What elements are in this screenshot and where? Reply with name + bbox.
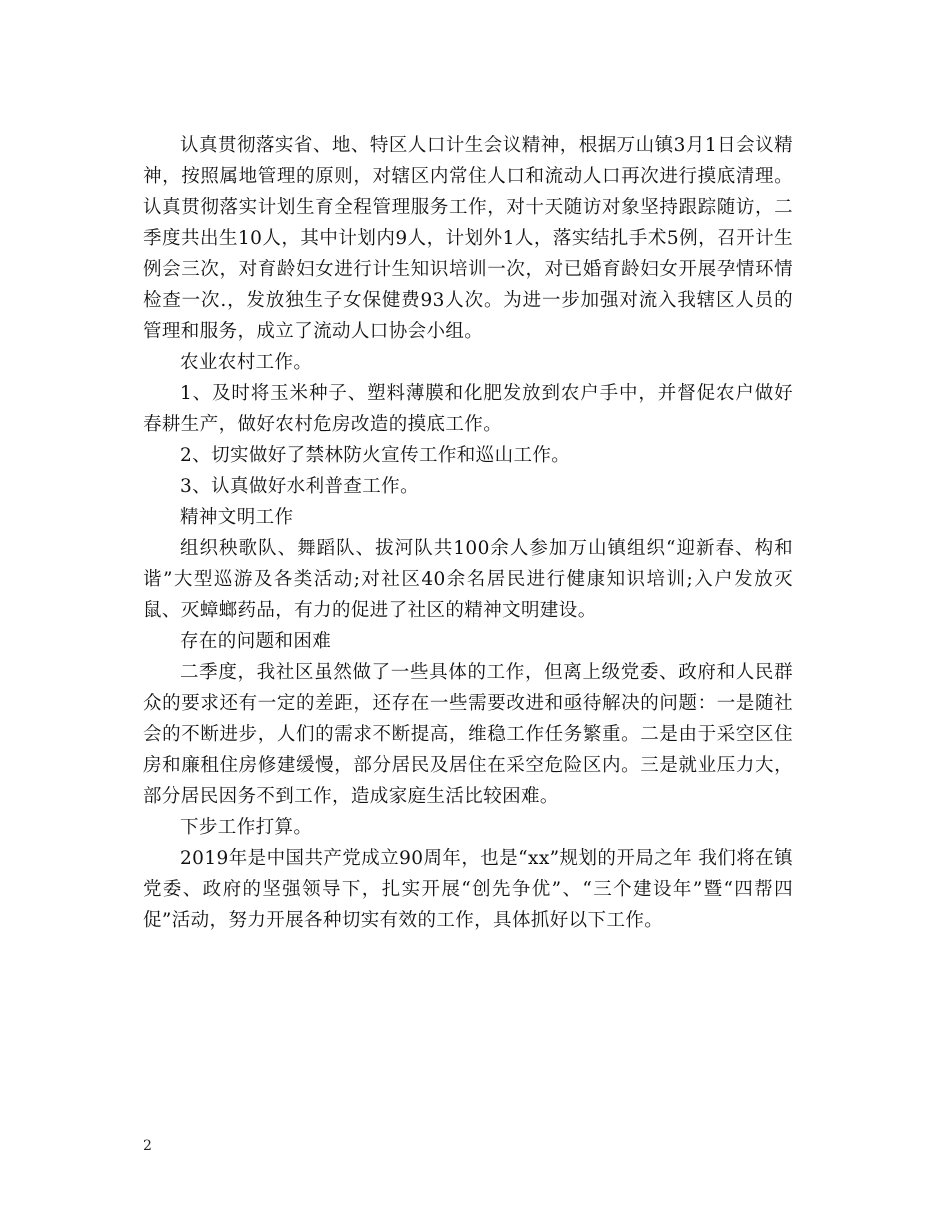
- section-heading-next-steps: 下步工作打算。: [180, 817, 313, 838]
- paragraph-civilization: 组织秧歌队、舞蹈队、拔河队共100余人参加万山镇组织“迎新春、构和谐”大型巡游及各类活动;对社区40余名居民进行健康知识培训;入户发放灭鼠、灭蟑螂药品，有力的促进了社区的精神文明建设。: [143, 538, 793, 621]
- section-heading-problems: 存在的问题和困难: [180, 631, 332, 652]
- section-heading-civilization: 精神文明工作: [180, 507, 294, 528]
- list-item-agriculture-1: 1、及时将玉米种子、塑料薄膜和化肥发放到农户手中，并督促农户做好春耕生产，做好农村危房改造的摸底工作。: [143, 383, 793, 435]
- page-number: 2: [143, 1138, 152, 1154]
- paragraph-problems: 二季度，我社区虽然做了一些具体的工作，但离上级党委、政府和人民群众的要求还有一定的差距，还存在一些需要改进和亟待解决的问题：一是随社会的不断进步，人们的需求不断提高，维稳工作任务繁重。二是由于采空区住房和廉租住房修建缓慢，部分居民及居住在采空危险区内。三是就业压力大，部分居民因务不到工作，造成家庭生活比较困难。: [143, 662, 793, 807]
- paragraph-population-planning: 认真贯彻落实省、地、特区人口计生会议精神，根据万山镇3月1日会议精神，按照属地管理的原则，对辖区内常住人口和流动人口再次进行摸底清理。认真贯彻落实计划生育全程管理服务工作，对十天随访对象坚持跟踪随访，二季度共出生10人，其中计划内9人，计划外1人，落实结扎手术5例，召开计生例会三次，对育龄妇女进行计生知识培训一次，对已婚育龄妇女开展孕情环情检查一次.，发放独生子女保健费93人次。为进一步加强对流入我辖区人员的管理和服务，成立了流动人口协会小组。: [143, 135, 793, 342]
- paragraph-next-steps: 2019年是中国共产党成立90周年，也是“xx”规划的开局之年 我们将在镇党委、政府的坚强领导下，扎实开展“创先争优”、“三个建设年”暨“四帮四促”活动，努力开展各种切实有效的工作，具体抓好以下工作。: [143, 848, 793, 931]
- list-item-agriculture-3: 3、认真做好水利普查工作。: [180, 476, 419, 497]
- document-body: [143, 130, 793, 936]
- list-item-agriculture-2: 2、切实做好了禁林防火宣传工作和巡山工作。: [180, 445, 571, 466]
- section-heading-agriculture: 农业农村工作。: [180, 352, 313, 373]
